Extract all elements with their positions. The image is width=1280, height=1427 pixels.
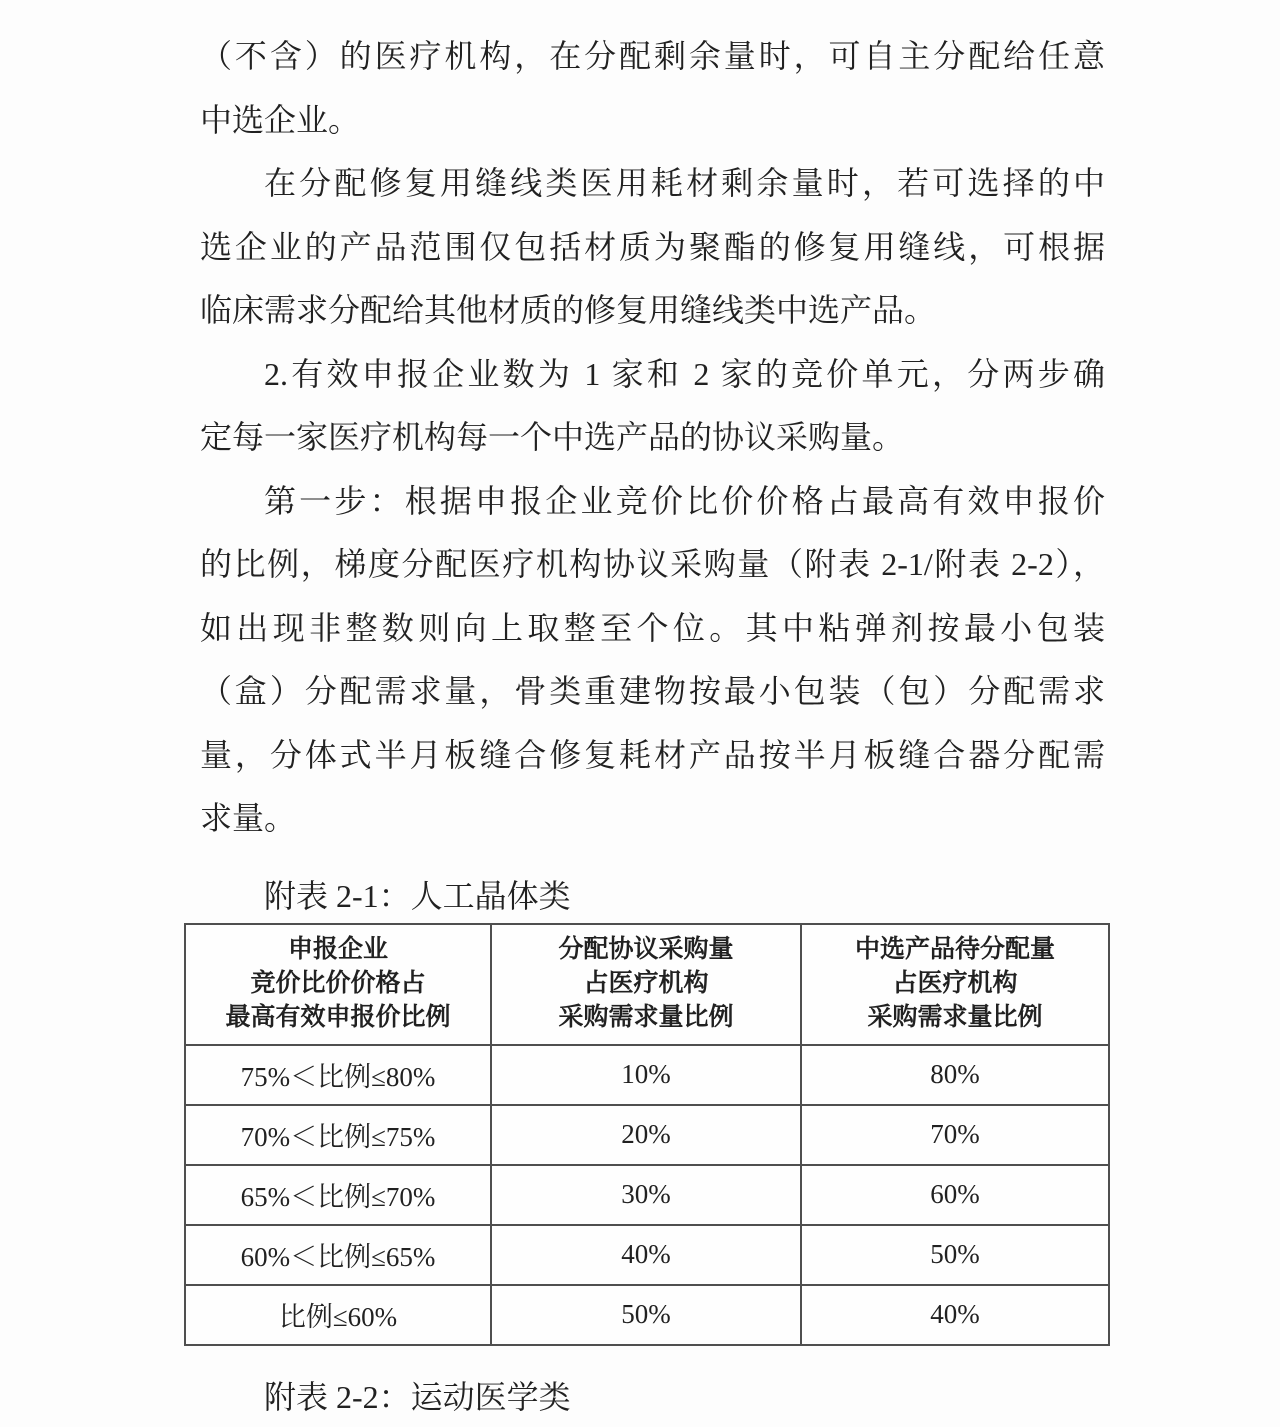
- table-row: [185, 1045, 1109, 1105]
- table-cell: 60%: [801, 1165, 1109, 1225]
- table-row: [185, 1285, 1109, 1345]
- table-cell: 70%: [801, 1105, 1109, 1165]
- table-header-line: 占医疗机构: [892, 970, 1018, 997]
- table-cell: 50%: [491, 1285, 801, 1345]
- body-line: 求量。: [200, 800, 297, 836]
- table-header-line: 中选产品待分配量: [854, 936, 1055, 963]
- table-cell: 75%＜比例≤80%: [185, 1045, 491, 1105]
- table-header-line: 采购需求量比例: [558, 1004, 734, 1031]
- body-line: 的比例，梯度分配医疗机构协议采购量（附表 2-1/附表 2-2），: [200, 546, 1105, 582]
- table-cell: 40%: [801, 1285, 1109, 1345]
- table-cell: 80%: [801, 1045, 1109, 1105]
- body-line: （盒）分配需求量，骨类重建物按最小包装（包）分配需求: [200, 673, 1105, 709]
- table-caption-2-2: 附表 2-2：运动医学类: [264, 1378, 571, 1415]
- body-line: 中选企业。: [200, 101, 361, 138]
- table-cell: 20%: [491, 1105, 801, 1165]
- table-cell: 65%＜比例≤70%: [185, 1165, 491, 1225]
- table-header-line: 申报企业: [287, 936, 388, 963]
- table-cell: 30%: [491, 1165, 801, 1225]
- body-line: （不含）的医疗机构，在分配剩余量时，可自主分配给任意: [200, 38, 1105, 74]
- table-header-line: 采购需求量比例: [867, 1004, 1043, 1031]
- allocation-table-body: [185, 1045, 1109, 1345]
- table-header-line: 最高有效申报价比例: [225, 1004, 451, 1031]
- table-header-cell: [185, 924, 491, 1045]
- body-line: 临床需求分配给其他材质的修复用缝线类中选产品。: [200, 292, 937, 328]
- table-cell: 10%: [491, 1045, 801, 1105]
- body-line: 选企业的产品范围仅包括材质为聚酯的修复用缝线，可根据: [200, 228, 1105, 265]
- body-line: 定每一家医疗机构每一个中选产品的协议采购量。: [200, 419, 905, 455]
- table-header-line: 分配协议采购量: [558, 936, 734, 963]
- table-caption-2-1: 附表 2-1：人工晶体类: [264, 877, 571, 914]
- table-row: [185, 1225, 1109, 1285]
- allocation-table-2-1: [184, 923, 1110, 1346]
- body-line: 量，分体式半月板缝合修复耗材产品按半月板缝合器分配需: [200, 736, 1105, 773]
- table-cell: 60%＜比例≤65%: [185, 1225, 491, 1285]
- table-header-line: 占医疗机构: [583, 970, 709, 997]
- body-line: 在分配修复用缝线类医用耗材剩余量时，若可选择的中: [264, 165, 1105, 201]
- table-header-line: 竞价比价价格占: [250, 970, 426, 997]
- table-header-cell: [491, 924, 801, 1045]
- table-row: [185, 1105, 1109, 1165]
- body-line: 如出现非整数则向上取整至个位。其中粘弹剂按最小包装: [200, 609, 1105, 646]
- body-line: 第一步：根据申报企业竞价比价价格占最高有效申报价: [264, 482, 1105, 519]
- table-cell: 50%: [801, 1225, 1109, 1285]
- table-cell: 比例≤60%: [185, 1285, 491, 1345]
- allocation-table-header: [185, 924, 1109, 1045]
- table-cell: 70%＜比例≤75%: [185, 1105, 491, 1165]
- body-line: 2.有效申报企业数为 1 家和 2 家的竞价单元，分两步确: [264, 355, 1105, 392]
- body-text: [200, 25, 1105, 851]
- table-header-cell: [801, 924, 1109, 1045]
- table-cell: 40%: [491, 1225, 801, 1285]
- table-header-row: [185, 924, 1109, 1045]
- table-row: [185, 1165, 1109, 1225]
